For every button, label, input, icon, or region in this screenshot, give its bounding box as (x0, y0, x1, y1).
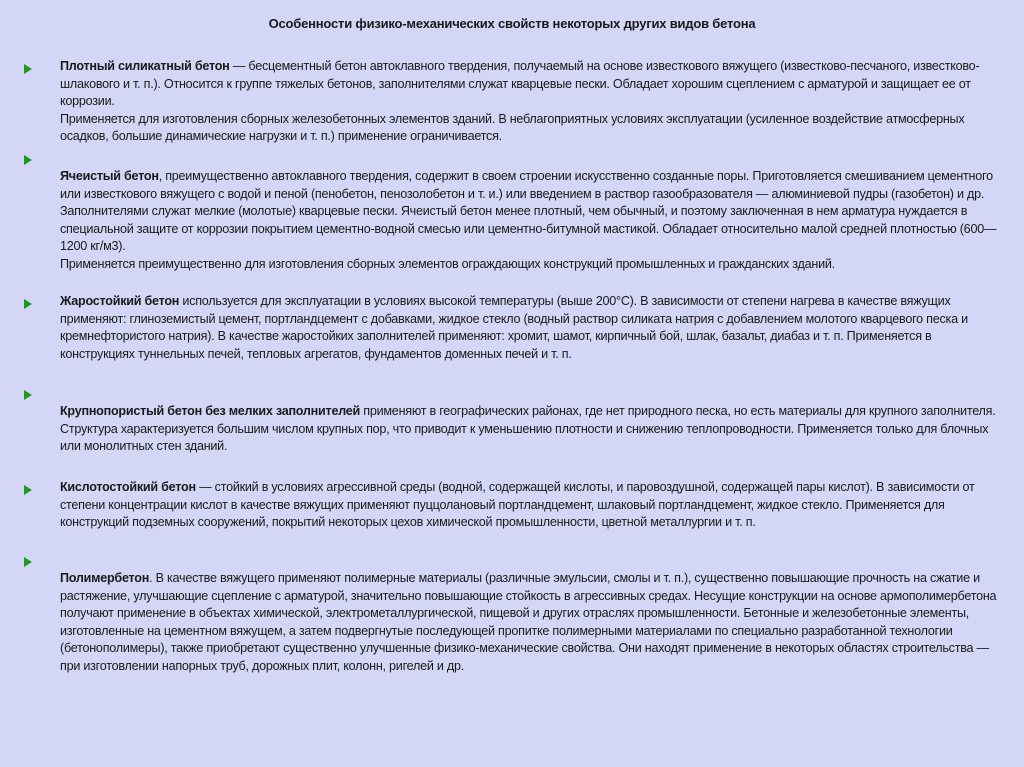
list-item (24, 552, 999, 675)
list-item (24, 293, 999, 363)
description: . В качестве вяжущего применяют полимерные материалы (различные эмульсии, смолы и т. п.), существенно повышающие прочность на сжатие и растяжение, улучшающие сцепление с арматурой, значительно повышающие стойкость в агрессивных средах. Несущие конструкции на основе армополимербетона получают применение в объектах химической, электрометаллургической, пищевой и других отраслях промышленности. Бетонные и железобетонные элементы, изготовленные на цементном вяжущем, а затем подвергнутые последующей пропитке полимерными материалами по специально разработанной технологии (бетонополимеры), также приобретают существенно улучшенные физико-механические свойства. Они находят применение в некоторых областях строительства — при изготовлении напорных труб, дорожных плит, колонн, ригелей и др. (60, 571, 997, 673)
term: Ячеистый бетон (60, 169, 159, 183)
application-note: Применяется для изготовления сборных железобетонных элементов зданий. В неблагоприятных условиях эксплуатации (усиленное воздействие атмосферных осадков, большие динамические нагрузки и т. п.) применение ограничивается. (60, 111, 965, 143)
description: , преимущественно автоклавного твердения, содержит в своем строении искусственно созданные поры. Приготовляется смешиванием цементного или известкового вяжущего с водой и пеной (пенобетон, пенозолобетон и т. и.) или введением в раствор газообразователя — алюминиевой пудры (газобетон) и др. Заполнителями служат мелкие (молотые) кварцевые пески. Ячеистый бетон менее плотный, чем обычный, и поэтому заключенная в нем арматура нуждается в специальной защите от коррозии покрытием цементно-водной смесью или цементно-битумной мастикой. Обладает относительно малой средней плотностью (600—1200 кг/м3). (60, 169, 997, 253)
term: Плотный силикатный бетон (60, 59, 230, 73)
list-item (24, 150, 999, 273)
list-item (24, 385, 999, 456)
bullet-arrow-icon (24, 64, 32, 74)
page-title: Особенности физико-механических свойств некоторых других видов бетона (268, 16, 756, 31)
list-item (24, 58, 999, 146)
bullet-arrow-icon (24, 390, 32, 400)
term: Крупнопористый бетон без мелких заполнителей (60, 404, 361, 418)
bullet-arrow-icon (24, 299, 32, 309)
bullet-arrow-icon (24, 485, 32, 495)
bullet-arrow-icon (24, 557, 32, 567)
description: — стойкий в условиях агрессивной среды (водной, содержащей кислоты, и паровоздушной, содержащей пары кислот). В зависимости от степени концентрации кислот в качестве вяжущих применяют пуццолановый портландцемент, шлаковый портландцемент, жидкое стекло. Применяется для конструкций подземных сооружений, покрытий некоторых цехов химической промышленности, цветной металлургии и т. п. (60, 480, 975, 529)
description: применяют в географических районах, где нет природного песка, но есть материалы для крупного заполнителя. Структура характеризуется большим числом крупных пор, что приводит к уменьшению плотности и снижению теплопроводности. Применяется только для блочных или монолитных стен зданий. (60, 404, 996, 453)
application-note: Применяется преимущественно для изготовления сборных элементов ограждающих конструкций промышленных и гражданских зданий. (60, 256, 835, 271)
description: используется для эксплуатации в условиях высокой температуры (выше 200°С). В зависимости от степени нагрева в качестве вяжущих применяют: глиноземистый цемент, портландцемент с добавками, жидкое стекло (водный раствор силиката натрия с добавлением молотого кварцевого песка и кремнефтористого натрия). В качестве жаростойких заполнителей применяют: хромит, шамот, кирпичный бой, шлак, базальт, диабаз и т. п. Применяется в конструкциях туннельных печей, тепловых агрегатов, фундаментов доменных печей и т. п. (60, 294, 968, 361)
bullet-arrow-icon (24, 155, 32, 165)
description: — бесцементный бетон автоклавного твердения, получаемый на основе известкового вяжущего (известково-песчаного, известково-шлакового и т. п.). Относится к группе тяжелых бетонов, заполнителями служат кварцевые пески. Обладает хорошим сцеплением с арматурой и защищает ее от коррозии. (60, 59, 980, 108)
list-item (24, 479, 999, 532)
term: Кислотостойкий бетон (60, 480, 196, 494)
term: Жаростойкий бетон (60, 294, 180, 308)
term: Полимербетон (60, 571, 150, 585)
